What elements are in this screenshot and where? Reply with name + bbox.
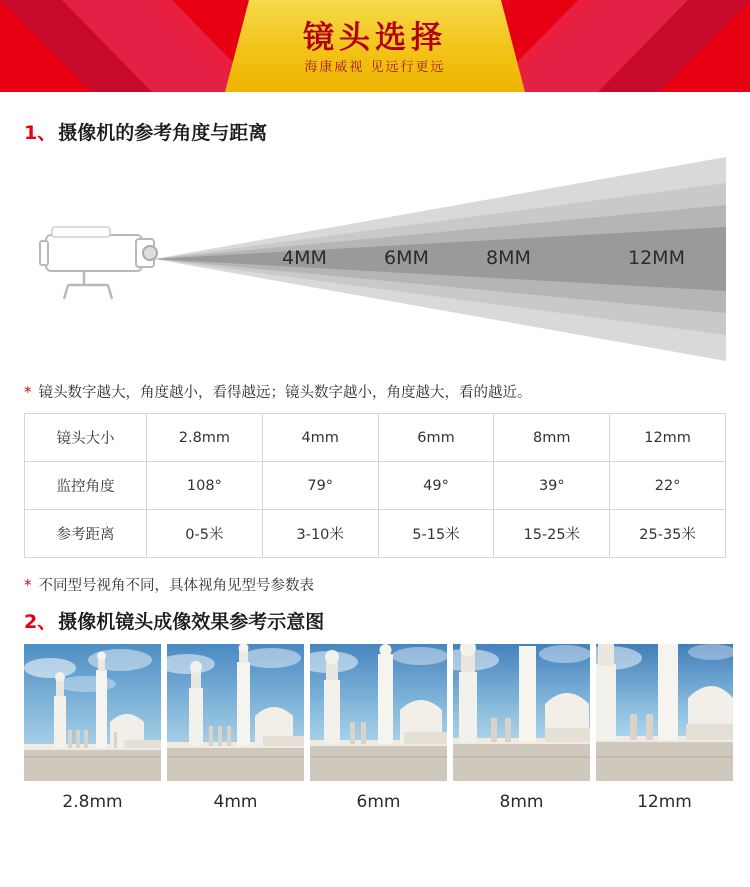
cell-distance-12mm: 25-35米 (610, 510, 726, 558)
section-2-number: 2、 (24, 610, 57, 633)
sample-caption-6mm: 6mm (356, 791, 401, 812)
sample-cell-4mm (167, 644, 304, 812)
sample-cell-2.8mm (24, 644, 161, 812)
cell-size-12mm: 12mm (610, 414, 726, 462)
beam-label-6mm: 6MM (384, 247, 429, 269)
lens-note-1 (24, 383, 726, 403)
banner-subtitle: 海康威视 见远行更远 (304, 60, 446, 75)
beam-diagram-svg (24, 153, 726, 365)
camera-illustration (40, 227, 157, 299)
section-1-number: 1、 (24, 122, 57, 144)
beam-label-12mm: 12MM (628, 247, 685, 269)
sample-caption-12mm: 12mm (637, 791, 692, 812)
page-banner (0, 0, 750, 92)
banner-title: 镜头选择 (303, 20, 447, 56)
cell-size-2.8mm: 2.8mm (147, 414, 263, 462)
section-2-heading (24, 607, 726, 634)
cell-angle-12mm: 22° (610, 462, 726, 510)
sample-caption-8mm: 8mm (499, 791, 544, 812)
beam-label-4mm: 4MM (282, 247, 327, 269)
section-1-heading (24, 118, 726, 145)
cell-size-8mm: 8mm (494, 414, 610, 462)
sample-cell-12mm (596, 644, 733, 812)
section-1-title: 摄像机的参考角度与距离 (58, 122, 268, 144)
cell-distance-6mm: 5-15米 (378, 510, 494, 558)
row-header-angle: 监控角度 (25, 462, 147, 510)
sample-caption-4mm: 4mm (213, 791, 258, 812)
cell-distance-8mm: 15-25米 (494, 510, 610, 558)
cell-distance-2.8mm: 0-5米 (147, 510, 263, 558)
sample-cell-6mm (310, 644, 447, 812)
section-2-title: 摄像机镜头成像效果参考示意图 (58, 610, 325, 633)
table-row (25, 462, 726, 510)
lens-spec-table (24, 413, 726, 558)
sample-cell-8mm (453, 644, 590, 812)
row-header-lens-size: 镜头大小 (25, 414, 147, 462)
cell-size-4mm: 4mm (262, 414, 378, 462)
lens-note-2-text: 不同型号视角不同，具体视角见型号参数表 (38, 578, 314, 595)
beam-label-8mm: 8MM (486, 247, 531, 269)
table-row (25, 414, 726, 462)
cell-size-6mm: 6mm (378, 414, 494, 462)
sample-photo-6mm (310, 644, 447, 781)
row-header-distance: 参考距离 (25, 510, 147, 558)
asterisk-icon: * (24, 576, 32, 595)
lens-note-2 (24, 576, 726, 596)
sample-photo-4mm (167, 644, 304, 781)
sample-image-row (24, 644, 726, 812)
cell-distance-4mm: 3-10米 (262, 510, 378, 558)
cell-angle-6mm: 49° (378, 462, 494, 510)
sample-photo-12mm (596, 644, 733, 781)
asterisk-icon: * (24, 383, 32, 401)
sample-caption-2.8mm: 2.8mm (62, 791, 123, 812)
cell-angle-8mm: 39° (494, 462, 610, 510)
sample-photo-2.8mm (24, 644, 161, 781)
cell-angle-4mm: 79° (262, 462, 378, 510)
table-row (25, 510, 726, 558)
cell-angle-2.8mm: 108° (147, 462, 263, 510)
camera-angle-diagram (24, 153, 726, 365)
lens-note-1-text: 镜头数字越大，角度越小，看得越远；镜头数字越小，角度越大，看的越近。 (38, 385, 532, 401)
sample-photo-8mm (453, 644, 590, 781)
